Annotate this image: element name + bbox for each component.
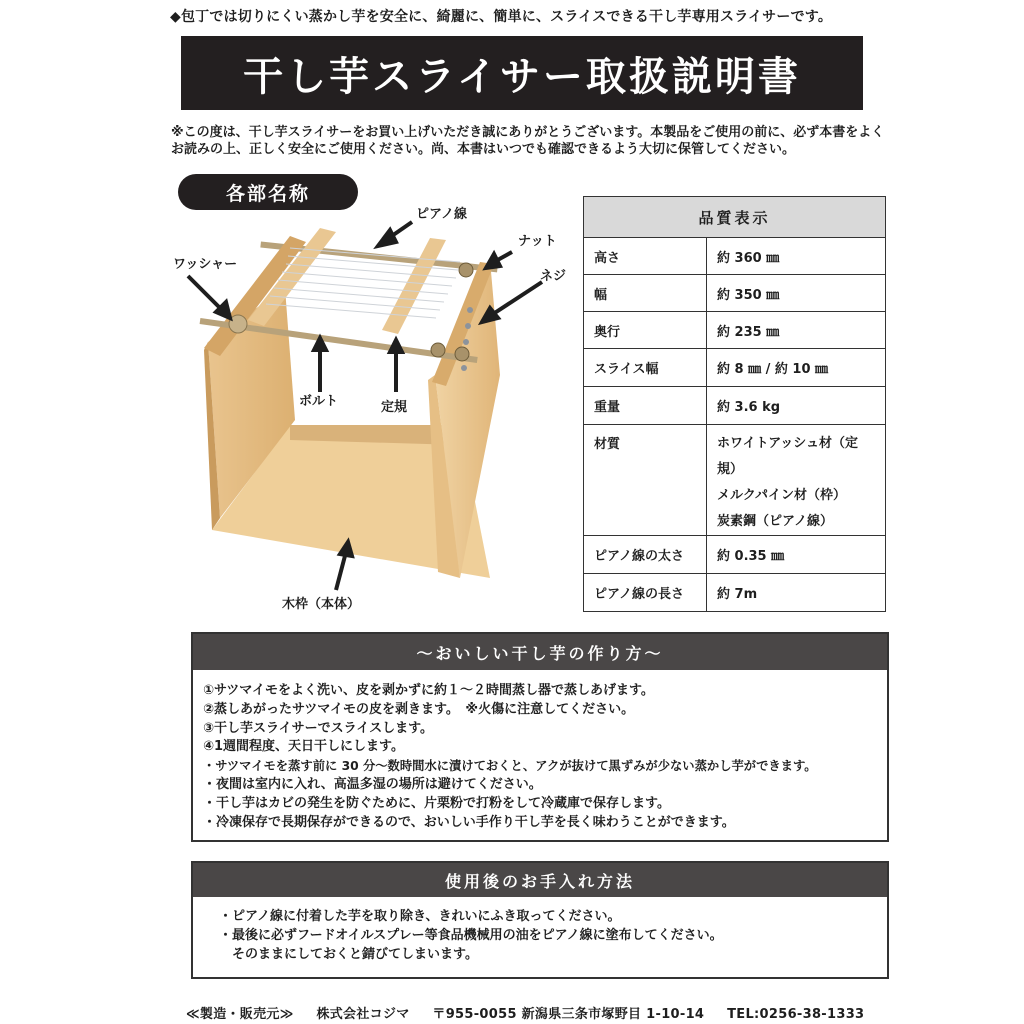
care-line: そのままにしておくと錆びてしまいます。 [219,946,478,962]
label-screw: ネジ [540,269,567,284]
care-line: ・ピアノ線に付着した芋を取り除き、きれいにふき取ってください。 [219,909,621,924]
spec-table [583,196,886,612]
howto-line: ・冷凍保存で長期保存ができるので、おいしい手作り干し芋を長く味わうことができます。 [203,814,735,830]
label-frame: 木枠（本体） [282,597,361,612]
spec-row: 奥行 約 235 ㎜ [584,312,886,349]
footer-maker-label: ≪製造・販売元≫ [186,1007,294,1022]
howto-line: ・サツマイモを蒸す前に 30 分～数時間水に漬けておくと、アクが抜けて黒ずみが少ない蒸かし芋ができます。 [203,759,817,774]
footer-company: 株式会社コジマ [316,1007,410,1022]
right-ruler [382,238,446,334]
footer-address: 〒955-0055 新潟県三条市塚野目 1-10-14 [432,1007,705,1022]
howto-heading: ～おいしい干し芋の作り方～ [193,634,887,670]
howto-line: ②蒸しあがったサツマイモの皮を剥きます。 ※火傷に注意してください。 [203,701,635,717]
spec-row: 高さ 約 360 ㎜ [584,238,886,275]
footer-tel: TEL:0256-38-1333 [727,1007,865,1022]
howto-line: ・夜間は室内に入れ、高温多湿の場所は避けてください。 [203,776,542,792]
care-line: ・最後に必ずフードオイルスプレー等食品機械用の油をピアノ線に塗布してください。 [219,927,723,943]
nut [459,263,473,277]
spec-row: ピアノ線の太さ 約 0.35 ㎜ [584,536,886,574]
care-box [191,861,889,979]
label-nut: ナット [518,234,557,249]
howto-box [191,632,889,842]
spec-heading: 品質表示 [584,197,886,238]
spec-row: 重量 約 3.6 kg [584,387,886,425]
spec-row: ピアノ線の長さ 約 7m [584,574,886,612]
spec-row: 幅 約 350 ㎜ [584,275,886,312]
label-piano-wire: ピアノ線 [416,207,467,222]
intro-text: ※この度は、干し芋スライサーをお買い上げいただき誠にありがとうございます。本製品をご使用の前に、必ず本書をよくお読みの上、正しく安全にご使用ください。尚、本書はいつでも確認できるよう大切に保管してください。 [171,125,885,157]
howto-line: ③干し芋スライサーでスライスします。 [203,720,434,736]
tagline: ◆包丁では切りにくい蒸かし芋を安全に、綺麗に、簡単に、スライスできる干し芋専用スライサーです。 [170,9,833,25]
parts-heading: 各部名称 [178,174,358,210]
spec-row: スライス幅 約 8 ㎜ / 約 10 ㎜ [584,349,886,387]
label-ruler: 定規 [381,400,408,415]
label-bolt: ボルト [299,394,339,409]
care-heading: 使用後のお手入れ方法 [193,863,887,897]
howto-line: ④1週間程度、天日干しにします。 [203,739,405,755]
howto-line: ①サツマイモをよく洗い、皮を剥かずに約１～２時間蒸し器で蒸しあげます。 [203,683,654,698]
spec-row: 材質 ホワイトアッシュ材（定規） メルクパイン材（枠） 炭素鋼（ピアノ線） [584,425,886,536]
label-washer: ワッシャー [173,257,238,272]
footer [186,1003,882,1022]
howto-line: ・干し芋はカビの発生を防ぐために、片栗粉で打粉をして冷蔵庫で保存します。 [203,795,670,811]
page-title: 干し芋スライサー取扱説明書 [181,36,863,110]
